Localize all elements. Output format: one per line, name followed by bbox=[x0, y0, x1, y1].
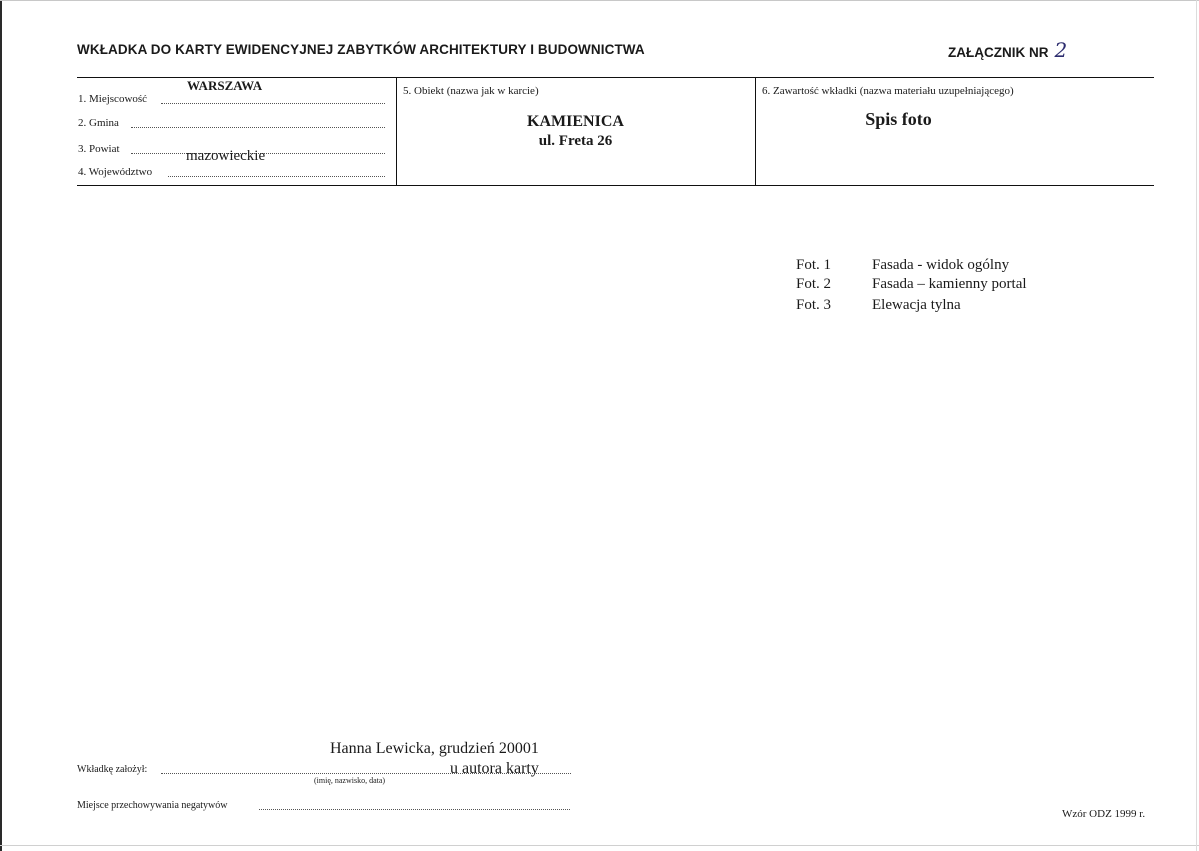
table-divider-2 bbox=[755, 77, 756, 185]
annex-label: ZAŁĄCZNIK NR bbox=[948, 45, 1049, 60]
negatives-label: Miejsce przechowywania negatywów bbox=[77, 800, 228, 811]
negatives-dots bbox=[259, 809, 570, 810]
commune-dots bbox=[131, 127, 385, 128]
object-label: 5. Obiekt (nazwa jak w karcie) bbox=[403, 85, 539, 97]
photo-row-1 bbox=[796, 257, 1009, 274]
founder-value: Hanna Lewicka, grudzień 20001 bbox=[330, 740, 539, 757]
locality-dots bbox=[161, 103, 385, 104]
locality-value: WARSZAWA bbox=[187, 78, 263, 93]
annex-number: 2 bbox=[1054, 38, 1068, 62]
photo-label: Fot. 1 bbox=[796, 257, 832, 273]
template-id: Wzór ODZ 1999 r. bbox=[1062, 808, 1146, 820]
contents-value: Spis foto bbox=[865, 109, 932, 129]
scan-edge-right bbox=[1196, 0, 1197, 851]
scan-edge-left bbox=[0, 0, 2, 851]
founder-label: Wkładkę założył: bbox=[77, 764, 148, 775]
photo-label: Fot. 2 bbox=[796, 276, 832, 292]
founder-hint: (imię, nazwisko, data) bbox=[314, 776, 386, 785]
photo-desc: Fasada – kamienny portal bbox=[872, 276, 1027, 292]
object-name: KAMIENICA bbox=[527, 113, 624, 130]
founder-note: u autora karty bbox=[450, 760, 539, 777]
photo-desc: Fasada - widok ogólny bbox=[872, 257, 1010, 273]
form-title: WKŁADKA DO KARTY EWIDENCYJNEJ ZABYTKÓW ARCHITEKTURY I BUDOWNICTWA bbox=[77, 42, 645, 57]
photo-row-2 bbox=[796, 276, 1027, 293]
locality-label: 1. Miejscowość bbox=[78, 93, 148, 105]
scan-edge-top bbox=[0, 0, 1199, 1]
commune-label: 2. Gmina bbox=[78, 117, 119, 129]
voivodeship-dots bbox=[168, 176, 385, 177]
photo-desc: Elewacja tylna bbox=[872, 297, 961, 313]
scan-edge-bottom bbox=[0, 845, 1199, 846]
table-divider-1 bbox=[396, 77, 397, 185]
table-bottom-border bbox=[77, 185, 1154, 186]
contents-label: 6. Zawartość wkładki (nazwa materiału uzupełniającego) bbox=[762, 85, 1014, 97]
photo-row-3 bbox=[796, 297, 961, 314]
object-address: ul. Freta 26 bbox=[538, 133, 613, 149]
photo-label: Fot. 3 bbox=[796, 297, 832, 313]
voivodeship-label: 4. Województwo bbox=[78, 166, 153, 178]
annex-heading bbox=[948, 38, 1067, 62]
district-label: 3. Powiat bbox=[78, 143, 120, 155]
district-value: mazowieckie bbox=[186, 148, 266, 164]
